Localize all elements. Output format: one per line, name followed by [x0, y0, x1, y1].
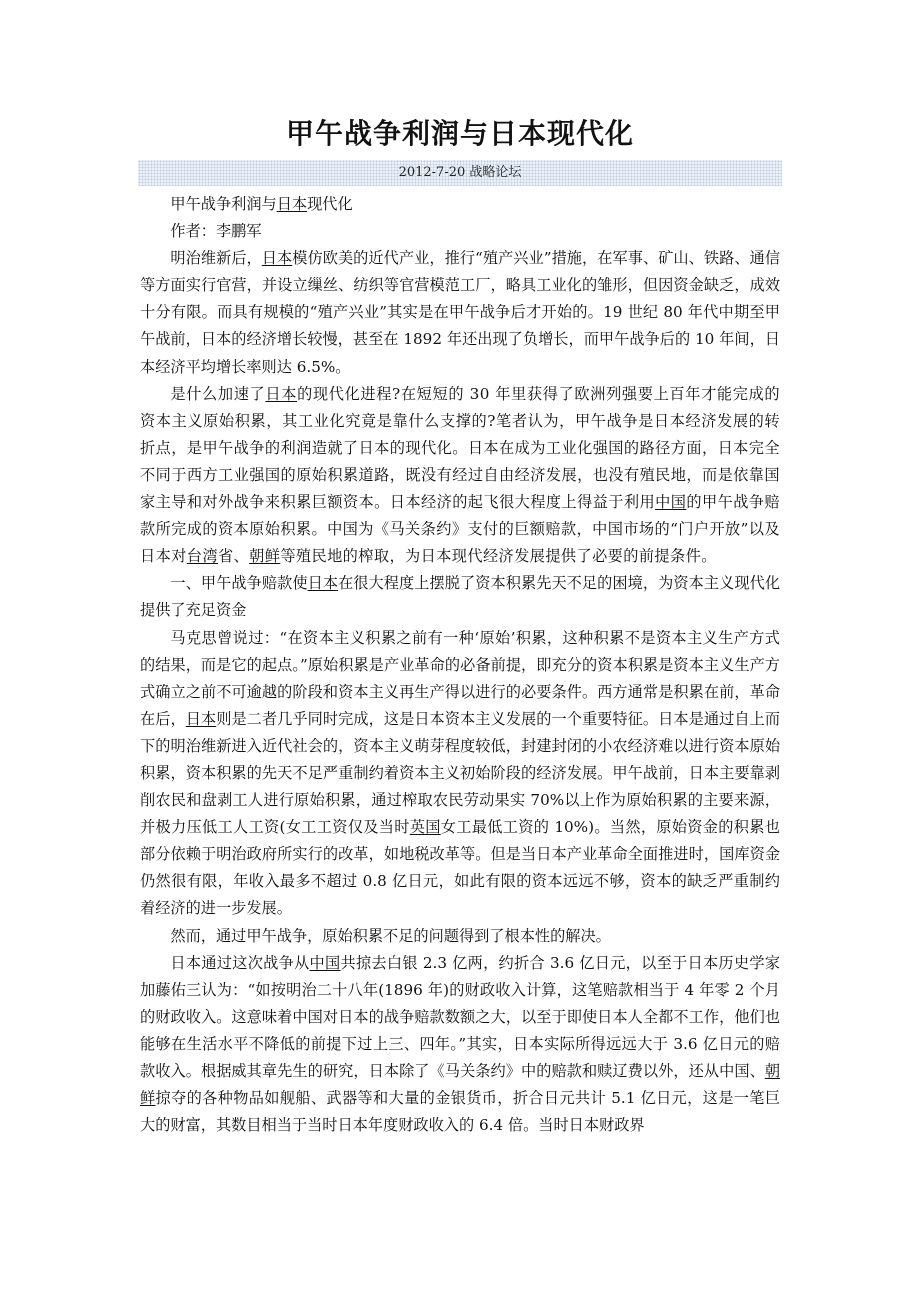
keyword-link[interactable]: 中国 — [655, 493, 687, 512]
text-run: 省、 — [217, 547, 250, 566]
article-body — [140, 191, 780, 1139]
text-run: 明治维新后， — [170, 249, 262, 268]
keyword-link[interactable]: 中国 — [309, 953, 341, 972]
text-run: 现代化 — [307, 195, 353, 213]
text-run: 的甲午战争赔款所完成的资本原始积累。中国为《马关条约》支付的巨额赔款，中国市场的“门户开放”以及日本对 — [140, 493, 780, 566]
text-run: 然而，通过甲午战争，原始积累不足的问题得到了根本性的解决。 — [170, 926, 611, 945]
paragraph — [140, 381, 780, 571]
text-run: 作者：李鹏军 — [170, 222, 262, 241]
paragraph — [140, 625, 780, 923]
keyword-link[interactable]: 台湾 — [186, 547, 218, 566]
paragraph — [140, 191, 780, 218]
paragraph — [140, 245, 780, 380]
text-run: 等殖民地的榨取，为日本现代经济发展提供了必要的前提条件。 — [280, 547, 717, 566]
paragraph — [140, 570, 780, 624]
text-run: 在很大程度上摆脱了资本积累先天不足的困境，为资本主义现代化提供了充足资金 — [140, 574, 781, 620]
paragraph — [140, 923, 780, 950]
keyword-link[interactable]: 英国 — [409, 818, 441, 837]
text-run: 女工最低工资的 10%)。当然，原始资金的积累也部分依赖于明治政府所实行的改革，如地税改革等。但是当日本产业革命全面推进时，国库资金仍然很有限，年收入最多不超过 0.8 亿日元，如此有限的资本远远不够，资本的缺乏严重制约着经济的进一步发展。 — [140, 818, 780, 918]
text-run: 日本通过这次战争从 — [170, 953, 310, 972]
text-run: 掠夺的各种物品如舰船、武器等和大量的金银货币，折合日元共计 5.1 亿日元，这是一笔巨大的财富，其数目相当于当时日本年度财政收入的 6.4 倍。当时日本财政界 — [140, 1089, 781, 1135]
keyword-link[interactable]: 日本 — [265, 384, 298, 403]
text-run: 的现代化进程?在短短的 30 年里获得了欧洲列强要上百年才能完成的资本主义原始积累，其工业化究竟是靠什么支撑的?笔者认为，甲午战争是日本经济发展的转折点，是甲午战争的利润造就了日本的现代化。日本在成为工业化强国的路径方面，日本完全不同于西方工业强国的原始积累道路，既没有经过自由经济发展，也没有殖民地，而是依靠国家主导和对外战争来积累巨额资本。日本经济的起飞很大程度上得益于利用 — [140, 384, 780, 512]
text-run: 则是二者几乎同时完成，这是日本资本主义发展的一个重要特征。日本是通过自上而下的明治维新进入近代社会的，资本主义萌芽程度较低，封建封闭的小农经济难以进行资本原始积累，资本积累的先天不足严重制约着资本主义初始阶段的经济发展。甲午战前，日本主要靠剥削农民和盘剥工人进行原始积累，通过榨取农民劳动果实 70%以上作为原始积累的主要来源，并极力压低工人工资(女工工资仅及当时 — [140, 709, 781, 837]
keyword-link[interactable]: 朝鲜 — [249, 547, 281, 566]
keyword-link[interactable]: 日本 — [276, 195, 308, 213]
text-run: 马克思曾说过：“在资本主义积累之前有一种‘原始’积累，这种积累不是资本主义生产方式的结果，而是它的起点。”原始积累是产业革命的必备前提，即充分的资本积累是资本主义生产方式确立之前不可逾越的阶段和资本主义再生产得以进行的必要条件。西方通常是积累在前，革命在后， — [140, 628, 780, 728]
paragraph — [140, 218, 780, 245]
text-run: 是什么加速了 — [170, 384, 266, 403]
text-run: 甲午战争利润与 — [170, 195, 277, 213]
keyword-link[interactable]: 日本 — [185, 709, 217, 728]
keyword-link[interactable]: 日本 — [307, 574, 339, 593]
keyword-link[interactable]: 日本 — [261, 249, 293, 268]
paragraph — [140, 950, 780, 1140]
text-run: 模仿欧美的近代产业，推行“殖产兴业”措施，在军事、矿山、铁路、通信等方面实行官营，并设立缫丝、纺织等官营模范工厂，略具工业化的雏形，但因资金缺乏，成效十分有限。而具有规模的“殖产兴业”其实是在甲午战争后才开始的。19 世纪 80 年代中期至甲午战前，日本的经济增长较慢，甚至在 1892 年还出现了负增长，而甲午战争后的 10 年间，日本经济平均增长率则达 6.5%。 — [140, 249, 781, 376]
text-run: 一、甲午战争赔款使 — [170, 574, 308, 593]
text-run: 共掠去白银 2.3 亿两，约折合 3.6 亿日元，以至于日本历史学家加藤佑三认为：“如按明治二十八年(1896 年)的财政收入计算，这笔赔款相当于 4 年零 2 个月的财政收入。这意味着中国对日本的战争赔款数额之大，以至于即使日本人全都不工作，他们也能够在生活水平不降低的前提下过上三、四年。”其实，日本实际所得远远大于 3.6 亿日元的赔款收入。根据威其章先生的研究，日本除了《马关条约》中的赔款和赎辽费以外，还从中国、 — [140, 953, 781, 1080]
page-title: 甲午战争利润与日本现代化 — [285, 117, 634, 150]
keyword-link[interactable]: 朝鲜 — [140, 1062, 780, 1108]
date-source-bar: 2012-7-20 战略论坛 — [138, 160, 782, 186]
